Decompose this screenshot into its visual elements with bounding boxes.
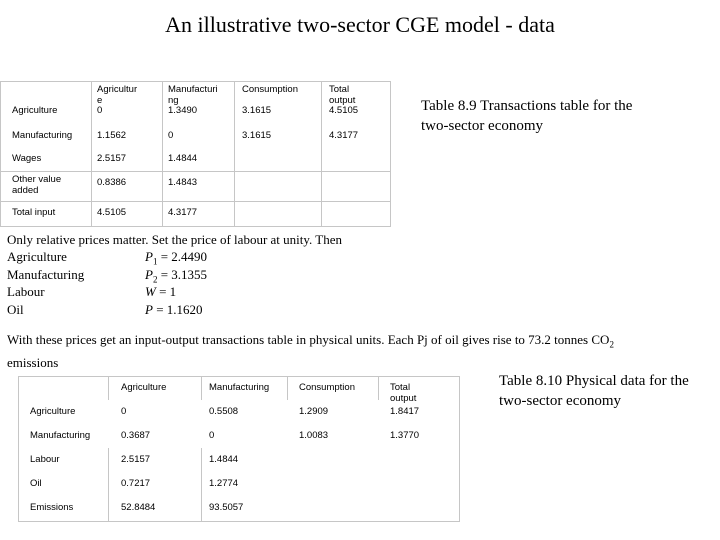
- grid-line: [162, 81, 163, 227]
- grid-line: [0, 226, 391, 227]
- table-cell: 4.5105: [97, 207, 127, 218]
- price-subscript: 1: [152, 256, 158, 267]
- price-label: Agriculture: [7, 249, 67, 264]
- column-header: Agricultur e: [97, 84, 138, 106]
- price-number: = 3.1355: [157, 266, 208, 282]
- table-cell: 1.4843: [168, 177, 198, 188]
- grid-line: [321, 81, 322, 227]
- table-cell: 93.5057: [209, 502, 244, 513]
- grid-line: [18, 376, 19, 522]
- price-variable: W: [145, 284, 156, 299]
- column-header: Manufacturi ng: [168, 84, 218, 106]
- row-label: Other value added: [12, 174, 62, 196]
- table-cell: 2.5157: [97, 153, 127, 164]
- grid-line: [234, 81, 235, 227]
- row-label: Total input: [12, 207, 56, 218]
- note-text-2: emissions: [7, 354, 59, 370]
- grid-line: [108, 376, 109, 400]
- table-cell: 3.1615: [242, 130, 272, 141]
- table-cell: 4.3177: [168, 207, 198, 218]
- row-label: Manufacturing: [12, 130, 73, 141]
- price-variable: P: [145, 301, 153, 317]
- grid-line: [91, 81, 92, 227]
- table-cell: 0: [121, 406, 127, 417]
- grid-line: [459, 376, 460, 522]
- page-title: An illustrative two-sector CGE model - data: [165, 12, 555, 37]
- note-text: With these prices get an input-output transactions table in physical units. Each Pj of oil gives rise to 73.2 tonnes CO: [7, 332, 610, 347]
- grid-line: [18, 521, 460, 522]
- table-cell: 0.5508: [209, 406, 239, 417]
- row-label: Oil: [30, 478, 42, 489]
- column-header: Total output: [390, 382, 417, 404]
- table-cell: 52.8484: [121, 502, 156, 513]
- table-cell: 3.1615: [242, 105, 272, 116]
- column-header: Total output: [329, 84, 356, 106]
- price-value: [145, 301, 203, 318]
- table-cell: 0: [209, 430, 215, 441]
- note-subscript: 2: [609, 339, 614, 350]
- grid-line: [201, 376, 202, 400]
- column-header: Manufacturing: [209, 382, 270, 393]
- price-label: Manufacturing: [7, 266, 85, 282]
- price-variable: P: [145, 249, 153, 264]
- row-label: Manufacturing: [30, 430, 91, 441]
- price-number: = 1: [155, 284, 177, 299]
- price-number: = 2.4490: [157, 249, 208, 264]
- row-label: Wages: [12, 153, 42, 164]
- column-header: Agriculture: [121, 382, 167, 393]
- grid-line: [0, 171, 391, 172]
- price-label: Oil: [7, 301, 24, 317]
- table-cell: 0.3687: [121, 430, 151, 441]
- table-cell: 1.1562: [97, 130, 127, 141]
- grid-line: [287, 376, 288, 400]
- grid-line: [108, 448, 109, 521]
- table-cell: 1.3490: [168, 105, 198, 116]
- prices-intro: Only relative prices matter. Set the price of labour at unity. Then: [7, 232, 343, 247]
- grid-line: [18, 376, 460, 377]
- table-cell: 1.4844: [209, 454, 239, 465]
- table1-caption: Table 8.9 Transactions table for the two-sector economy: [421, 98, 633, 134]
- column-header: Consumption: [242, 84, 298, 95]
- price-number: = 1.1620: [152, 301, 203, 317]
- grid-line: [0, 81, 391, 82]
- price-subscript: 2: [152, 274, 158, 285]
- table-cell: 0.7217: [121, 478, 151, 489]
- table-cell: 0.8386: [97, 177, 127, 188]
- table-cell: 1.2774: [209, 478, 239, 489]
- column-header: Consumption: [299, 382, 355, 393]
- table-cell: 2.5157: [121, 454, 151, 465]
- row-label: Agriculture: [12, 105, 58, 116]
- row-label: Labour: [30, 454, 60, 465]
- physical-units-note: [7, 331, 707, 371]
- table-cell: 1.4844: [168, 153, 198, 164]
- row-label: Agriculture: [30, 406, 76, 417]
- row-label: Emissions: [30, 502, 74, 513]
- table-cell: 1.8417: [390, 406, 420, 417]
- table-cell: 0: [168, 130, 174, 141]
- table-cell: 1.3770: [390, 430, 420, 441]
- grid-line: [390, 81, 391, 227]
- grid-line: [0, 81, 1, 227]
- grid-line: [0, 201, 391, 202]
- table-cell: 1.0083: [299, 430, 329, 441]
- price-variable: P: [145, 266, 153, 282]
- grid-line: [201, 448, 202, 521]
- table-cell: 0: [97, 105, 103, 116]
- grid-line: [378, 376, 379, 400]
- table2-caption: Table 8.10 Physical data for the two-sector economy: [499, 373, 689, 409]
- price-label: Labour: [7, 284, 45, 299]
- table-cell: 4.3177: [329, 130, 359, 141]
- table-cell: 4.5105: [329, 105, 359, 116]
- table-cell: 1.2909: [299, 406, 329, 417]
- price-value: [145, 283, 176, 300]
